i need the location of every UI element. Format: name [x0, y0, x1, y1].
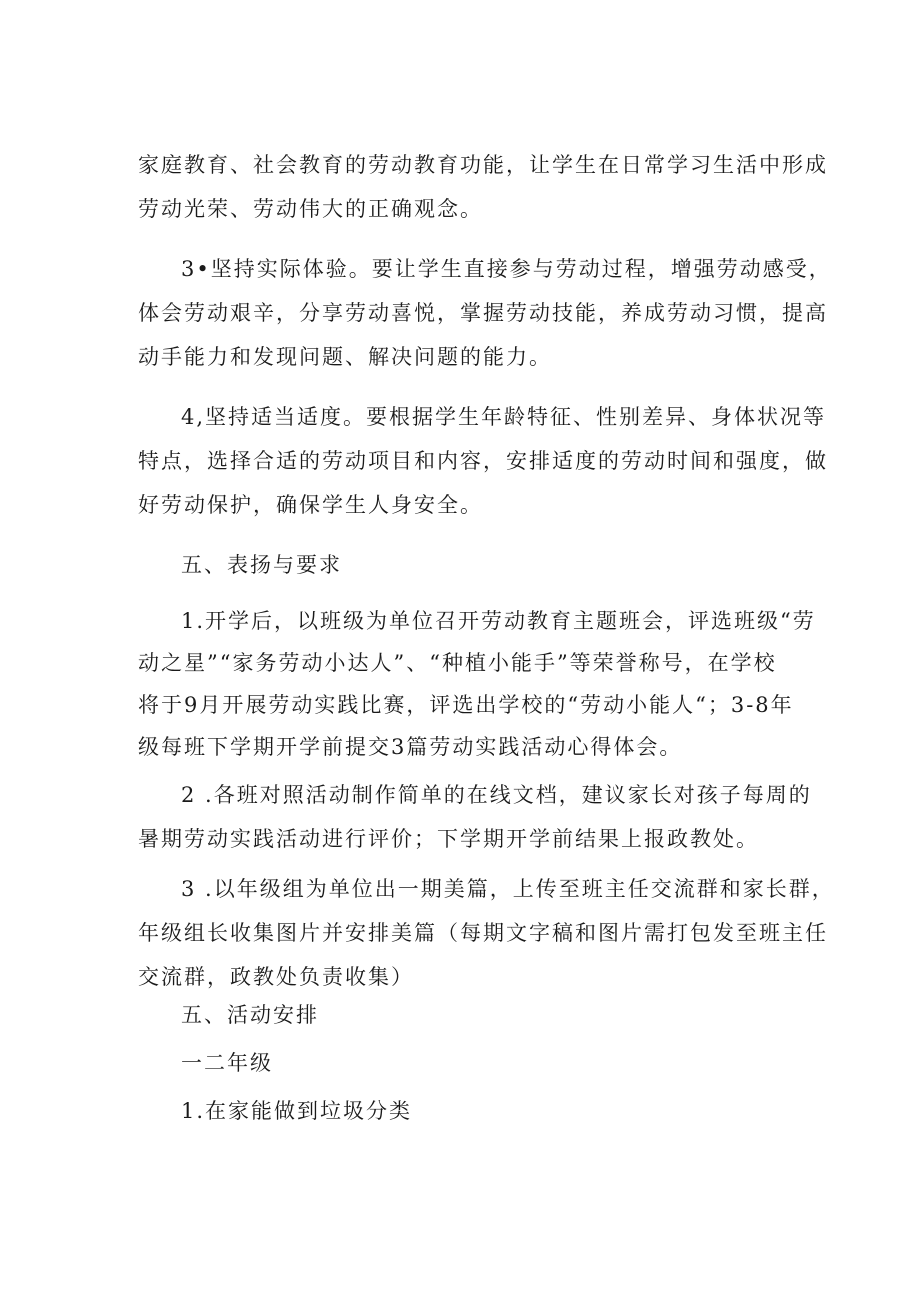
paragraph-line: 特点，选择合适的劳动项目和内容，安排适度的劳动时间和强度，做 — [138, 449, 828, 473]
paragraph-line: 动手能力和发现问题、解决问题的能力。 — [138, 345, 552, 369]
section-heading: 五、活动安排 — [181, 1003, 319, 1027]
paragraph-line: 3•坚持实际体验。要让学生直接参与劳动过程，增强劳动感受， — [181, 257, 832, 281]
paragraph-line: 暑期劳动实践活动进行评价；下学期开学前结果上报政教处。 — [138, 827, 759, 851]
paragraph-line: 级每班下学期开学前提交3篇劳动实践活动心得体会。 — [138, 735, 683, 759]
paragraph-line: 4,坚持适当适度。要根据学生年龄特征、性别差异、身体状况等 — [181, 405, 827, 429]
paragraph-line: 交流群，政教处负责收集） — [138, 965, 414, 989]
list-item: 1.在家能做到垃圾分类 — [181, 1099, 413, 1123]
subsection-heading: 一二年级 — [181, 1051, 273, 1075]
paragraph-line: 家庭教育、社会教育的劳动教育功能，让学生在日常学习生活中形成 — [138, 153, 828, 177]
paragraph-line: 体会劳动艰辛，分享劳动喜悦，掌握劳动技能，养成劳动习惯，提高 — [138, 301, 828, 325]
paragraph-line: 2 .各班对照活动制作简单的在线文档，建议家长对孩子每周的 — [181, 783, 812, 807]
section-heading: 五、表扬与要求 — [181, 553, 342, 577]
paragraph-line: 3 .以年级组为单位出一期美篇，上传至班主任交流群和家长群， — [181, 877, 835, 901]
paragraph-line: 年级组长收集图片并安排美篇（每期文字稿和图片需打包发至班主任 — [138, 921, 828, 945]
paragraph-line: 劳动光荣、劳动伟大的正确观念。 — [138, 197, 483, 221]
paragraph-line: 将于9月开展劳动实践比赛，评选出学校的“劳动小能人“；3-8年 — [138, 693, 794, 717]
paragraph-line: 1.开学后，以班级为单位召开劳动教育主题班会，评选班级“劳 — [181, 609, 816, 633]
paragraph-line: 好劳动保护，确保学生人身安全。 — [138, 493, 483, 517]
paragraph-line: 动之星”“家务劳动小达人”、“种植小能手”等荣誉称号，在学校 — [138, 651, 777, 675]
